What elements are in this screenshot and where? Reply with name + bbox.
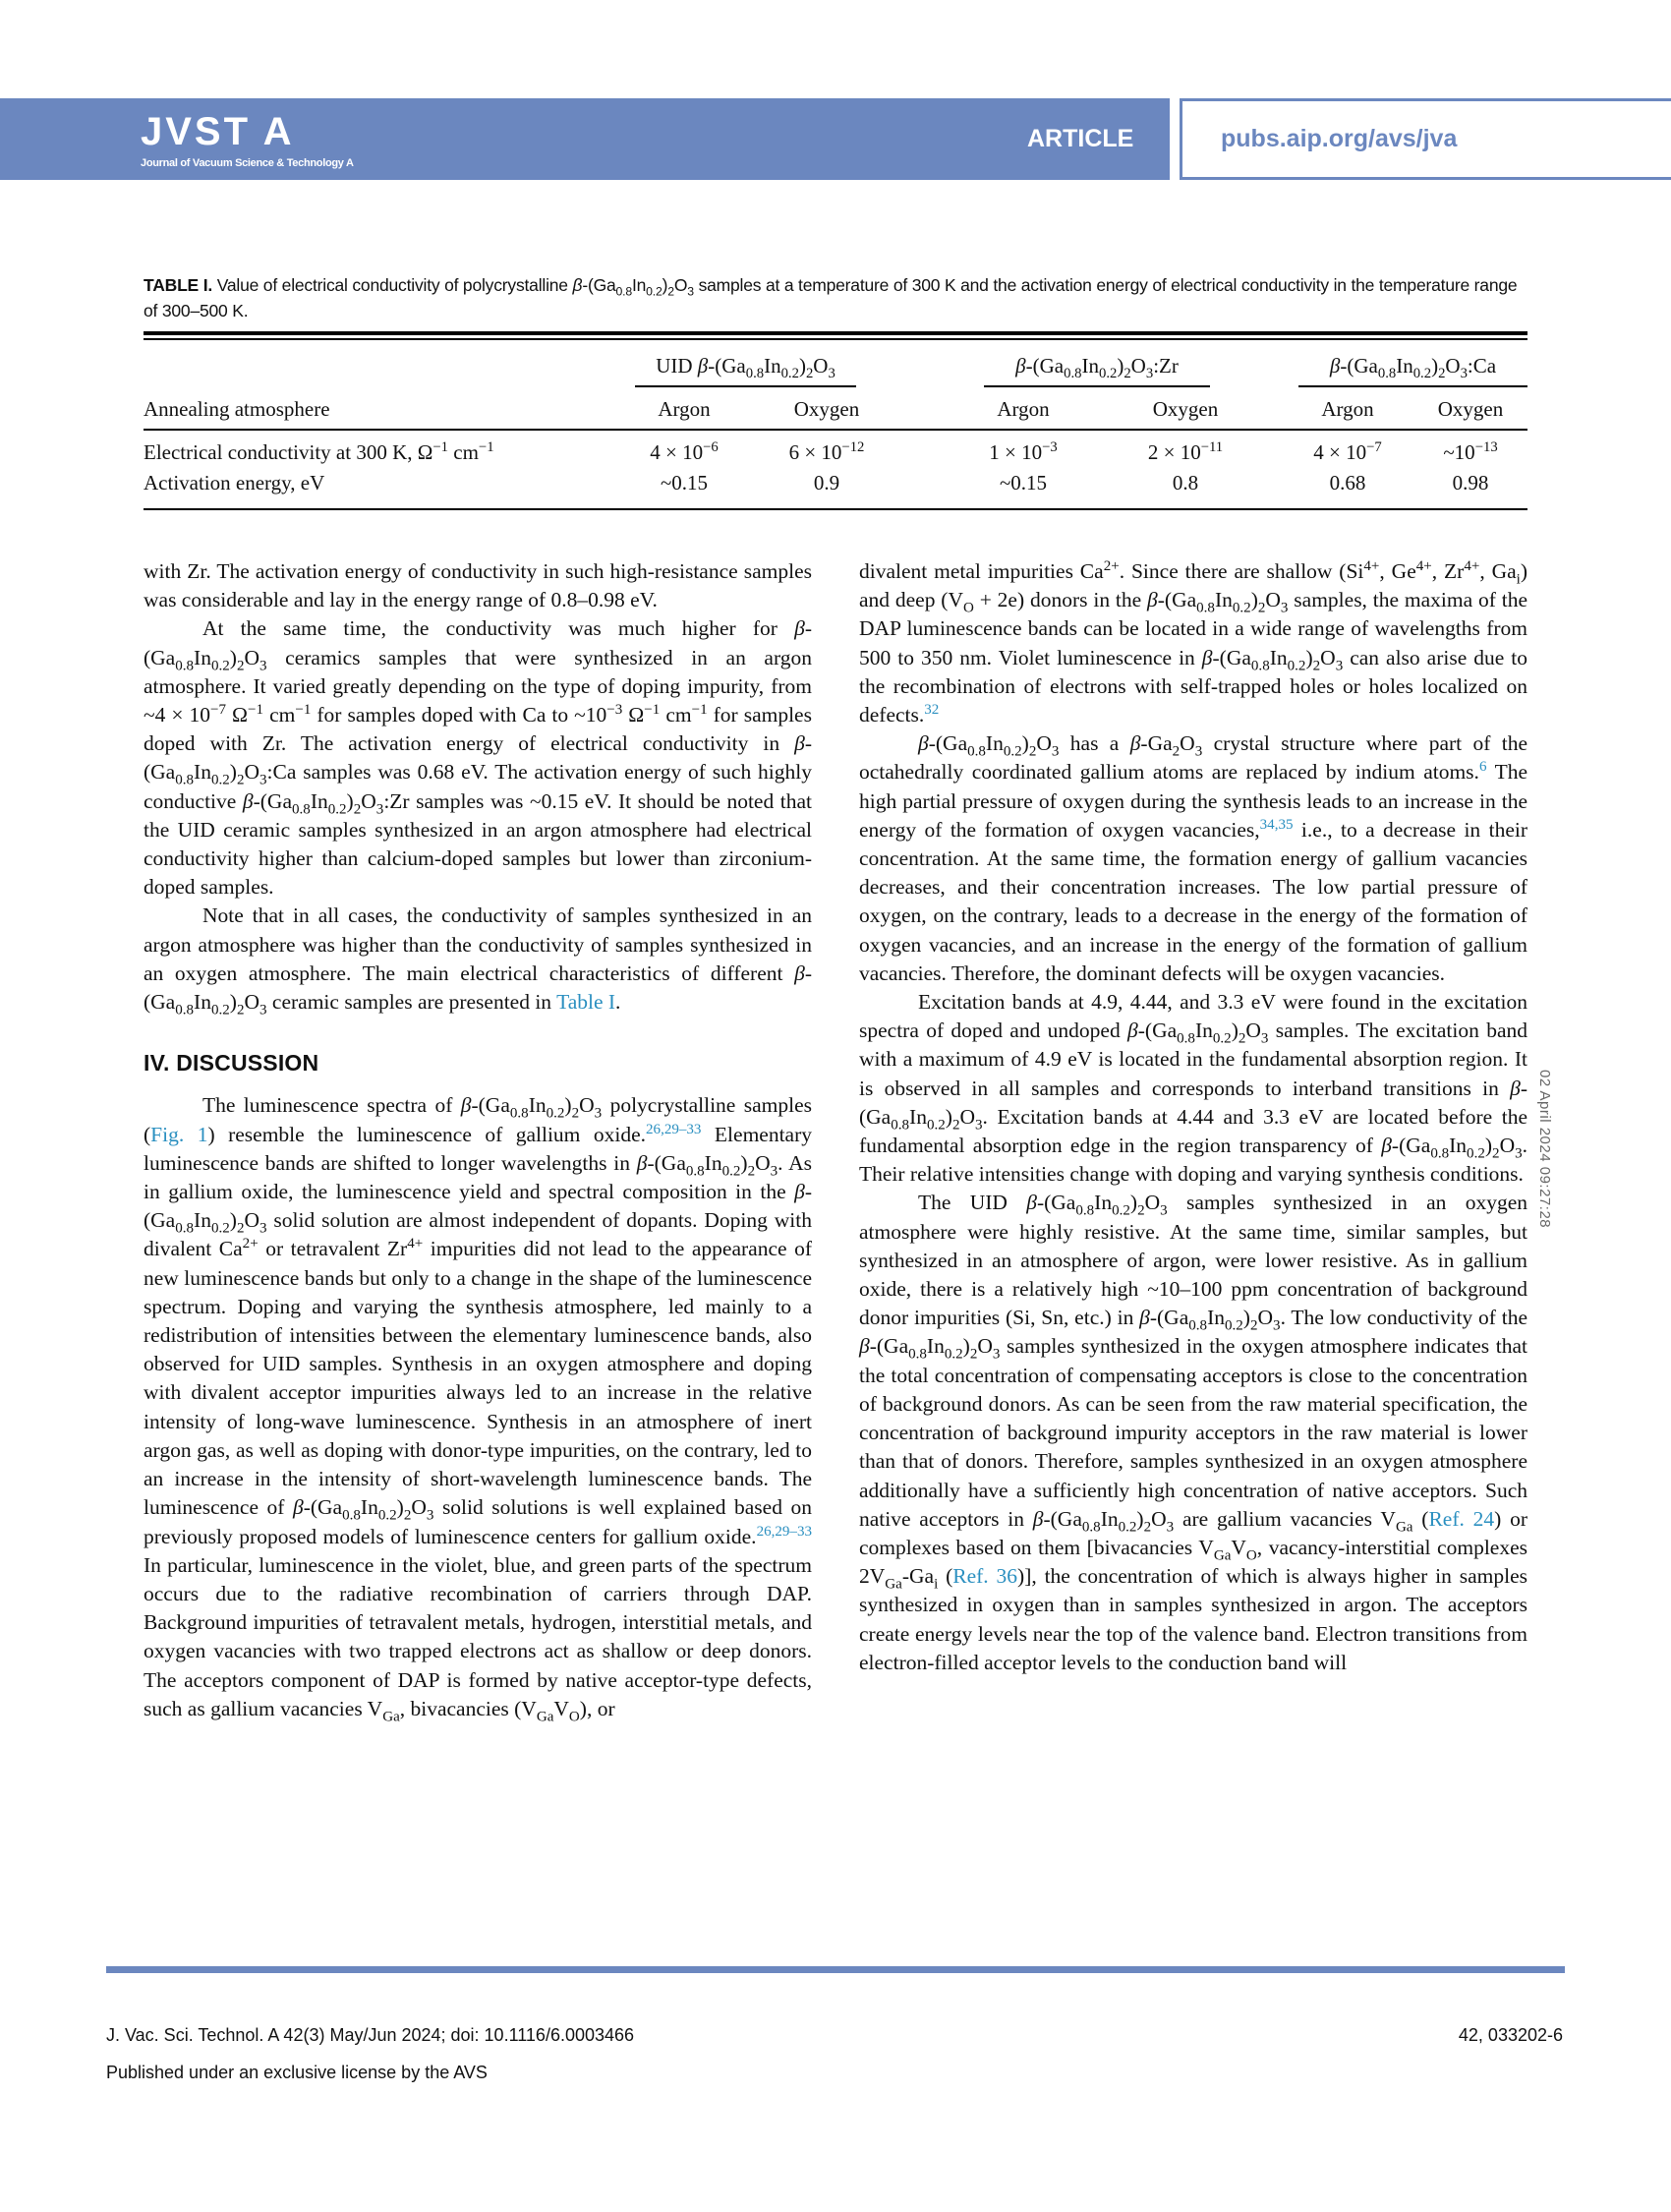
citation-link[interactable]: 26,29–33 (646, 1121, 702, 1137)
group-rule-ca (1298, 385, 1527, 387)
footer-citation: J. Vac. Sci. Technol. A 42(3) May/Jun 2024; doi: 10.1116/6.0003466 (106, 2025, 635, 2045)
article-type-label: ARTICLE (1027, 125, 1134, 152)
row-label-activation: Activation energy, eV (144, 471, 325, 495)
table-header-rule (144, 429, 1527, 431)
group-header-ca: $\beta-(Ga_{0.8}In_{0.2})_2O_3:Ca$ (1329, 354, 1497, 382)
citation-link[interactable]: 26,29–33 (756, 1523, 812, 1540)
paragraph: At the same time, the conductivity was much higher for $\beta-(Ga_{0.8}In_{0.2})_2O_3$ ceramics samples that were synthesized in an argon atmosphere. It varied greatly depending on the type of doping impurity, from ~4 × $10^{-7}$ $\Omega^{-1}$ $cm^{-1}$ for samples doped with Ca to $\sim 10^{-3}$ $\Omega^{-1}$ $cm^{-1}$ for samples doped with Zr. The activation energy of electrical conductivity in $\beta-(Ga_{0.8}In_{0.2})_2O_3:Ca$ samples was 0.68 eV. The activation energy of such highly conductive $\beta-(Ga_{0.8}In_{0.2})_2O_3:Zr$ samples was ~0.15 eV. It should be noted that the UID ceramic samples synthesized in an argon atmosphere had electrical conductivity higher than calcium-doped samples but lower than zirconium-doped samples. (144, 616, 813, 900)
journal-url-link[interactable]: pubs.aip.org/avs/jva (1221, 125, 1458, 152)
col-header-zr-oxygen: Oxygen (1152, 397, 1219, 421)
journal-logo: JVST A (141, 110, 295, 153)
row-label-conductivity: Electrical conductivity at 300 K, $\Omega^{-1}$ $cm^{-1}$ (144, 439, 494, 464)
citation-link[interactable]: 34,35 (1259, 816, 1294, 833)
paragraph: $\beta-(Ga_{0.8}In_{0.2})_2O_3$ has a $\beta-Ga_2O_3$ crystal structure where part of the octahedrally coordinated gallium atoms are replaced by indium atoms.$^6$ The high partial pressure of oxygen during the synthesis leads to an increase in the energy of the formation of oxygen vacancies,$^{34,35}$ i.e., to a decrease in their concentration. At the same time, the formation energy of gallium vacancies decreases, and their concentration increases. The low partial pressure of oxygen, on the contrary, leads to a decrease in the energy of the formation of oxygen vacancies, and an increase in the energy of the formation of gallium vacancies. Therefore, the dominant defects will be oxygen vacancies. (859, 731, 1527, 985)
cell-uid-argon-conductivity: $4 \times 10^{-6}$ (650, 439, 719, 464)
group-rule-zr (984, 385, 1210, 387)
cell-uid-argon-activation: ~0.15 (660, 471, 709, 495)
col-header-zr-argon: Argon (997, 397, 1050, 421)
journal-name: Journal of Vacuum Science & Technology A (141, 157, 354, 169)
cell-zr-oxygen-activation: 0.8 (1172, 471, 1199, 495)
ref-36-link[interactable]: Ref. 36 (952, 1564, 1018, 1589)
footer-page-number: 42, 033202-6 (1458, 2025, 1563, 2045)
col-header-uid-oxygen: Oxygen (793, 397, 860, 421)
table-label: TABLE I. (144, 275, 213, 295)
cell-ca-argon-conductivity: $4 \times 10^{-7}$ (1313, 439, 1382, 464)
group-header-zr: $\beta-(Ga_{0.8}In_{0.2})_2O_3:Zr$ (1015, 354, 1179, 382)
cell-uid-oxygen-activation: 0.9 (813, 471, 840, 495)
ref-24-link[interactable]: Ref. 24 (1428, 1506, 1495, 1531)
cell-zr-oxygen-conductivity: $2 \times 10^{-11}$ (1147, 439, 1224, 464)
paragraph: Note that in all cases, the conductivity of samples synthesized in an argon atmosphere was higher than the conductivity of samples synthesized in an oxygen atmosphere. The main electrical characteristics of different $\beta-(Ga_{0.8}In_{0.2})_2O_3$ ceramic samples are presented in Table I. (144, 903, 812, 1019)
cell-zr-argon-activation: ~0.15 (999, 471, 1048, 495)
paragraph: Excitation bands at 4.9, 4.44, and 3.3 eV were found in the excitation spectra of doped and undoped $\beta-(Ga_{0.8}In_{0.2})_2O_3$ samples. The excitation band with a maximum of 4.9 eV is located in the fundamental absorption region. It is observed in all samples and corresponds to interband transitions in $\beta-(Ga_{0.8}In_{0.2})_2O_3$. Excitation bands at 4.44 and 3.3 eV are located before the fundamental absorption edge in the region transparency of $\beta-(Ga_{0.8}In_{0.2})_2O_3$. Their relative intensities change with doping and varying synthesis conditions. (859, 990, 1527, 1187)
row-header-label: Annealing atmosphere (144, 397, 330, 421)
paragraph: divalent metal impurities $Ca^{2+}$. Since there are shallow ($Si^{4+}$, $Ge^{4+}$, $Zr^{4+}$, $Ga_i$) and deep $(V_O + 2e)$ donors in the $\beta-(Ga_{0.8}In_{0.2})_2O_3$ samples, the maxima of the DAP luminescence bands can be located in a wide range of wavelengths from 500 to 350 nm. Violet luminescence in $\beta-(Ga_{0.8}In_{0.2})_2O_3$ can also arise due to the recombination of electrons with self-trapped holes or holes localized on defects.$^{32}$ (859, 557, 1528, 728)
section-heading-discussion: IV. DISCUSSION (144, 1050, 319, 1077)
footer-license: Published under an exclusive license by the AVS (106, 2063, 488, 2082)
col-header-ca-oxygen: Oxygen (1437, 397, 1504, 421)
table-caption-text: Value of electrical conductivity of polycrystalline $\beta-(Ga_{0.8}In_{0.2})_2O_3$ samples at a temperature of 300 K and the activation energy of electrical conductivity in the temperature range of 300–500 K. (144, 275, 1518, 320)
paragraph: The luminescence spectra of $\beta-(Ga_{0.8}In_{0.2})_2O_3$ polycrystalline samples (Fig. 1) resemble the luminescence of gallium oxide.$^{26,29-33}$ Elementary luminescence bands are shifted to longer wavelengths in $\beta-(Ga_{0.8}In_{0.2})_2O_3$. As in gallium oxide, the luminescence yield and spectral composition in the $\beta-(Ga_{0.8}In_{0.2})_2O_3$ solid solution are almost independent of dopants. Doping with divalent $Ca^{2+}$ or tetravalent $Zr^{4+}$ impurities did not lead to the appearance of new luminescence bands but only to a change in the shape of the luminescence spectrum. Doping and varying the synthesis atmosphere, led mainly to a redistribution of intensities between the elementary luminescence bands, also observed for UID samples. Synthesis in an oxygen atmosphere and doping with divalent acceptor impurities always led to an increase in the relative intensity of long-wave luminescence. Synthesis in an atmosphere of inert argon gas, as well as doping with donor-type impurities, on the contrary, led to an increase in the intensity of short-wavelength luminescence bands. The luminescence of $\beta-(Ga_{0.8}In_{0.2})_2O_3$ solid solutions is well explained based on previously proposed models of luminescence centers for gallium oxide.$^{26,29-33}$ In particular, luminescence in the violet, blue, and green parts of the spectrum occurs due to the radiative recombination of carriers through DAP. Background impurities of tetravalent metals, hydrogen, interstitial metals, and oxygen vacancies with two trapped electrons act as shallow or deep donors. The acceptors component of DAP is formed by native acceptor-type defects, such as gallium vacancies $V_{Ga}$, bivacancies $(V_{Ga}V_O)$, or (144, 1093, 813, 1725)
cell-ca-oxygen-conductivity: $\sim 10^{-13}$ (1443, 439, 1498, 464)
download-timestamp: 02 April 2024 09:27:28 (1536, 1070, 1553, 1229)
cell-uid-oxygen-conductivity: $6 \times 10^{-12}$ (788, 439, 865, 464)
group-rule-uid (635, 385, 856, 387)
citation-link[interactable]: 32 (924, 701, 940, 718)
paragraph: with Zr. The activation energy of conductivity in such high-resistance samples was considerable and lay in the energy range of 0.8–0.98 eV. (144, 559, 812, 612)
cell-ca-oxygen-activation: 0.98 (1452, 471, 1489, 495)
right-column (859, 557, 1527, 1677)
paragraph: The UID $\beta-(Ga_{0.8}In_{0.2})_2O_3$ samples synthesized in an oxygen atmosphere were highly resistive. At the same time, similar samples, but synthesized in an atmosphere of argon, were lower resistive. As in gallium oxide, there is a relatively high ~10–100 ppm concentration of background donor impurities (Si, Sn, etc.) in $\beta-(Ga_{0.8}In_{0.2})_2O_3$. The low conductivity of the $\beta-(Ga_{0.8}In_{0.2})_2O_3$ samples synthesized in the oxygen atmosphere indicates that the total concentration of compensating acceptors is close to the concentration of background donors. As can be seen from the raw material specification, the concentration of background impurity acceptors in the raw material is lower than that of donors. Therefore, samples synthesized in an oxygen atmosphere additionally have a sufficiently high concentration of native acceptors. Such native acceptors in $\beta-(Ga_{0.8}In_{0.2})_2O_3$ are gallium vacancies $V_{Ga}$ (Ref. 24) or complexes based on them [bivacancies $V_{Ga}V_O$, vacancy-interstitial complexes $2V_{Ga}-Ga_i$ (Ref. 36)], the concentration of which is always higher in samples synthesized in oxygen than in samples synthesized in argon. The acceptors create energy levels near the top of the valence band. Electron transitions from electron-filled acceptor levels to the conduction band will (859, 1191, 1528, 1674)
table-bottom-rule (144, 508, 1527, 510)
conductivity-table (144, 331, 1527, 510)
cell-zr-argon-conductivity: $1 \times 10^{-3}$ (989, 439, 1058, 464)
citation-link[interactable]: 6 (1478, 759, 1487, 776)
col-header-uid-argon: Argon (658, 397, 711, 421)
table-caption (144, 272, 1527, 323)
table-i-link[interactable]: Table I (556, 990, 616, 1015)
cell-ca-argon-activation: 0.68 (1329, 471, 1366, 495)
col-header-ca-argon: Argon (1321, 397, 1374, 421)
fig-1-link[interactable]: Fig. 1 (150, 1122, 208, 1146)
footer-rule (106, 1966, 1565, 1973)
group-header-uid: UID $\beta-(Ga_{0.8}In_{0.2})_2O_3$ (656, 354, 836, 382)
left-column (144, 557, 812, 1723)
